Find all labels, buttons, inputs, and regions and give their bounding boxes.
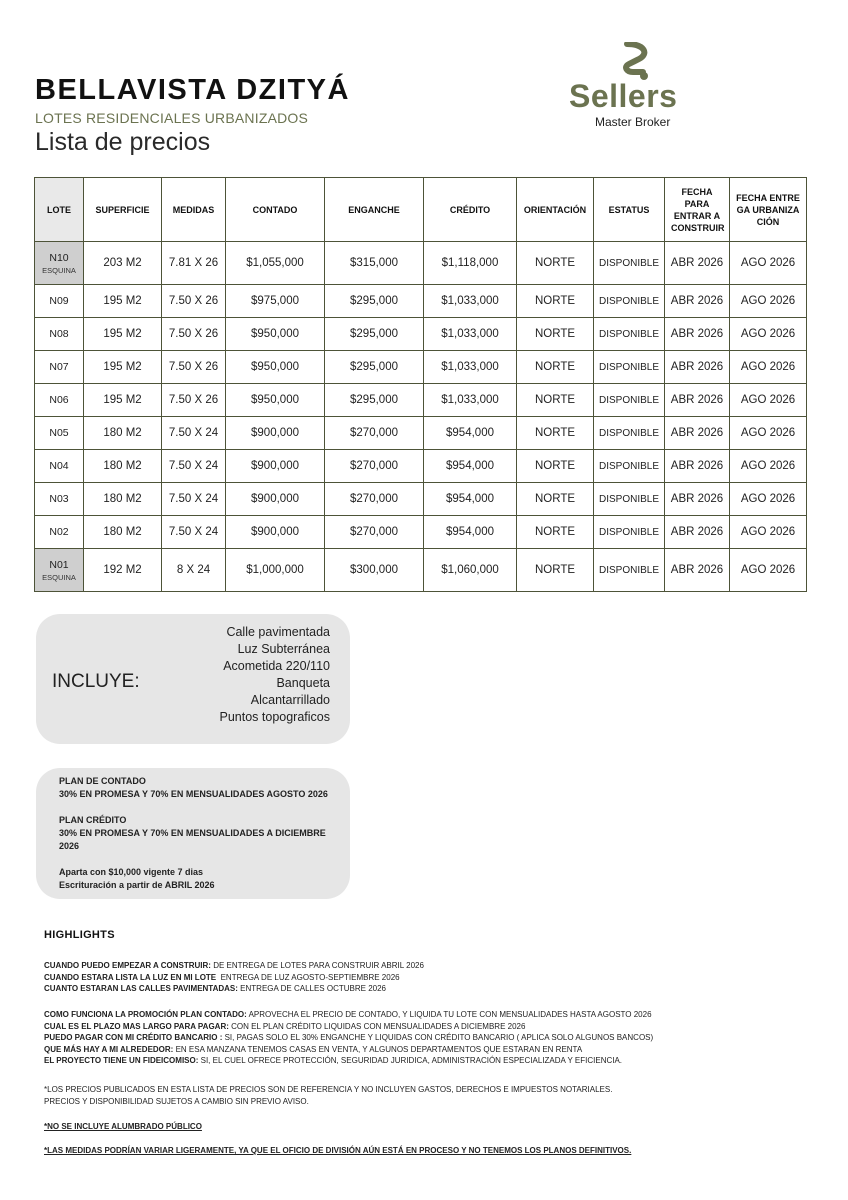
cell-fecha-construir: ABR 2026 [665,549,730,592]
cell-orientacion: NORTE [517,285,594,318]
cell-fecha-entrega: AGO 2026 [730,450,807,483]
corner-tag: ESQUINA [42,572,76,582]
cell-fecha-entrega: AGO 2026 [730,549,807,592]
note-alumbrado: *NO SE INCLUYE ALUMBRADO PÚBLICO [44,1122,202,1131]
table-row [35,384,807,417]
highlight-item: CUANTO ESTARAN LAS CALLES PAVIMENTADAS: ENTREGA DE CALLES OCTUBRE 2026 [44,984,386,993]
cell-fecha-construir: ABR 2026 [665,516,730,549]
includes-box [36,614,350,744]
cell-medidas: 7.50 X 26 [162,384,226,417]
cell-medidas: 7.50 X 24 [162,516,226,549]
payment-plans-box [36,768,350,899]
col-header-contado: CONTADO [226,178,325,242]
table-row [35,450,807,483]
cell-medidas: 7.50 X 24 [162,450,226,483]
cell-contado-price: $900,000 [226,483,325,516]
cell-fecha-entrega: AGO 2026 [730,417,807,450]
highlight-item: COMO FUNCIONA LA PROMOCIÓN PLAN CONTADO: APROVECHA EL PRECIO DE CONTADO, Y LIQUIDA TU LOTE CON MENSUALIDADES HASTA AGOSTO 2026 [44,1010,652,1019]
note-medidas: *LAS MEDIDAS PODRÍAN VARIAR LIGERAMENTE, YA QUE EL OFICIO DE DIVISIÓN AÚN ESTÁ EN PROCESO Y NO TENEMOS LOS PLANOS DEFINITIVOS. [44,1146,632,1155]
highlight-item: CUAL ES EL PLAZO MAS LARGO PARA PAGAR: CON EL PLAN CRÉDITO LIQUIDAS CON MENSUALIDADES A DICIEMBRE 2026 [44,1021,526,1031]
includes-list [220,624,331,726]
includes-item: Puntos topograficos [219,710,330,724]
cell-enganche-price: $295,000 [325,351,424,384]
includes-item: Banqueta [276,676,330,690]
cell-enganche-price: $295,000 [325,285,424,318]
cell-orientacion: NORTE [517,417,594,450]
cell-orientacion: NORTE [517,516,594,549]
cell-status: DISPONIBLE [594,450,665,483]
table-row [35,318,807,351]
cell-status: DISPONIBLE [594,483,665,516]
table-row [35,549,807,592]
cell-enganche-price: $295,000 [325,384,424,417]
cell-credito-price: $954,000 [424,483,517,516]
cell-superficie: 195 M2 [84,384,162,417]
logo-wordmark: Sellers [569,78,678,114]
page-title: BELLAVISTA DZITYÁ [35,74,350,106]
cell-fecha-entrega: AGO 2026 [730,285,807,318]
cell-contado-price: $1,055,000 [226,242,325,285]
cell-contado-price: $900,000 [226,417,325,450]
cell-superficie: 180 M2 [84,516,162,549]
cell-orientacion: NORTE [517,384,594,417]
apartado-text: Aparta con $10,000 vigente 7 dias [59,867,204,877]
highlight-item: CUANDO ESTARA LISTA LA LUZ EN MI LOTE ENTREGA DE LUZ AGOSTO-SEPTIEMBRE 2026 [44,972,400,982]
cell-contado-price: $975,000 [226,285,325,318]
highlight-item: PUEDO PAGAR CON MI CRÉDITO BANCARIO : SI, PAGAS SOLO EL 30% ENGANCHE Y LIQUIDAS CON CRÉDITO BANCARIO ( APLICA SOLO ALGUNOS BANCOS) [44,1033,654,1042]
cell-status: DISPONIBLE [594,384,665,417]
cell-medidas: 7.50 X 24 [162,483,226,516]
lote-id: N01 [49,558,69,571]
disclaimer-availability: PRECIOS Y DISPONIBILIDAD SUJETOS A CAMBIO SIN PREVIO AVISO. [44,1097,309,1106]
cell-orientacion: NORTE [517,351,594,384]
price-table [34,177,807,592]
disclaimer-prices: *LOS PRECIOS PUBLICADOS EN ESTA LISTA DE PRECIOS SON DE REFERENCIA Y NO INCLUYEN GASTOS, DERECHOS E IMPUESTOS NOTARIALES. [44,1085,613,1094]
col-header-superficie: SUPERFICIE [84,178,162,242]
cell-status: DISPONIBLE [594,285,665,318]
cell-fecha-construir: ABR 2026 [665,285,730,318]
plan-credito-desc: 30% EN PROMESA Y 70% EN MENSUALIDADES A DICIEMBRE 2026 [59,828,326,851]
cell-fecha-entrega: AGO 2026 [730,242,807,285]
table-row [35,516,807,549]
cell-contado-price: $950,000 [226,384,325,417]
table-row [35,285,807,318]
cell-contado-price: $900,000 [226,450,325,483]
sellers-logo [565,42,705,132]
col-header-credito: CRÉDITO [424,178,517,242]
cell-enganche-price: $270,000 [325,417,424,450]
cell-superficie: 203 M2 [84,242,162,285]
cell-contado-price: $1,000,000 [226,549,325,592]
cell-fecha-construir: ABR 2026 [665,242,730,285]
cell-fecha-construir: ABR 2026 [665,351,730,384]
cell-medidas: 7.50 X 26 [162,351,226,384]
cell-orientacion: NORTE [517,242,594,285]
lote-id: N10 [49,251,69,264]
cell-fecha-entrega: AGO 2026 [730,384,807,417]
table-row [35,242,807,285]
logo-tagline: Master Broker [595,115,671,129]
lote-id: N02 [49,526,69,538]
lote-id: N08 [49,328,69,340]
plan-contado-desc: 30% EN PROMESA Y 70% EN MENSUALIDADES AGOSTO 2026 [59,789,328,799]
cell-status: DISPONIBLE [594,242,665,285]
cell-medidas: 8 X 24 [162,549,226,592]
cell-orientacion: NORTE [517,450,594,483]
cell-credito-price: $1,060,000 [424,549,517,592]
cell-orientacion: NORTE [517,483,594,516]
cell-superficie: 180 M2 [84,417,162,450]
table-row [35,483,807,516]
price-list-heading: Lista de precios [35,128,211,156]
cell-enganche-price: $270,000 [325,450,424,483]
highlights-group-1 [44,960,814,995]
cell-orientacion: NORTE [517,318,594,351]
cell-contado-price: $950,000 [226,351,325,384]
cell-enganche-price: $315,000 [325,242,424,285]
cell-superficie: 195 M2 [84,285,162,318]
corner-tag: ESQUINA [42,265,76,275]
cell-orientacion: NORTE [517,549,594,592]
cell-enganche-price: $295,000 [325,318,424,351]
cell-enganche-price: $270,000 [325,483,424,516]
lote-id: N04 [49,460,69,472]
plan-contado-title: PLAN DE CONTADO [59,776,146,786]
cell-lote [35,483,84,516]
cell-lote [35,242,84,285]
page-subtitle: LOTES RESIDENCIALES URBANIZADOS [35,110,309,126]
highlights-group-2 [44,1009,814,1067]
cell-fecha-construir: ABR 2026 [665,450,730,483]
cell-contado-price: $950,000 [226,318,325,351]
highlight-item: EL PROYECTO TIENE UN FIDEICOMISO: SI, EL CUEL OFRECE PROTECCIÓN, SEGURIDAD JURIDICA, ADMINISTRACIÓN ESPECIALIZADA Y EFICIENCIA. [44,1056,623,1065]
cell-superficie: 192 M2 [84,549,162,592]
lote-id: N07 [49,361,69,373]
table-header-row [35,178,807,242]
cell-credito-price: $1,033,000 [424,318,517,351]
cell-credito-price: $954,000 [424,417,517,450]
cell-status: DISPONIBLE [594,351,665,384]
cell-status: DISPONIBLE [594,516,665,549]
includes-label: INCLUYE: [52,671,140,692]
cell-fecha-entrega: AGO 2026 [730,516,807,549]
lote-id: N05 [49,427,69,439]
cell-contado-price: $900,000 [226,516,325,549]
col-header-estatus: ESTATUS [594,178,665,242]
cell-fecha-entrega: AGO 2026 [730,351,807,384]
cell-medidas: 7.50 X 26 [162,285,226,318]
includes-item: Alcantarrillado [250,693,330,707]
cell-credito-price: $954,000 [424,516,517,549]
cell-lote [35,384,84,417]
cell-lote [35,318,84,351]
lote-id: N09 [49,295,69,307]
highlight-item: QUE MÁS HAY A MI ALREDEDOR: EN ESA MANZANA TENEMOS CASAS EN VENTA, Y ALGUNOS DEPARTAMENTOS QUE ESTARAN EN RENTA [44,1044,583,1054]
col-header-enganche: ENGANCHE [325,178,424,242]
includes-item: Acometida 220/110 [223,659,330,673]
cell-fecha-construir: ABR 2026 [665,318,730,351]
cell-credito-price: $954,000 [424,450,517,483]
cell-lote [35,516,84,549]
cell-lote [35,417,84,450]
lote-id: N06 [49,394,69,406]
highlights-title: HIGHLIGHTS [44,929,115,941]
cell-fecha-entrega: AGO 2026 [730,483,807,516]
col-header-fecha-construir: FECHA PARA ENTRAR A CONSTRUIR [665,178,730,242]
cell-medidas: 7.50 X 26 [162,318,226,351]
cell-credito-price: $1,033,000 [424,384,517,417]
includes-item: Calle pavimentada [226,625,330,639]
cell-status: DISPONIBLE [594,549,665,592]
cell-superficie: 195 M2 [84,351,162,384]
cell-medidas: 7.81 X 26 [162,242,226,285]
cell-lote [35,549,84,592]
cell-fecha-construir: ABR 2026 [665,483,730,516]
escrituracion-text: Escrituración a partir de ABRIL 2026 [59,880,215,890]
cell-superficie: 180 M2 [84,483,162,516]
price-table-body [35,242,807,592]
cell-fecha-construir: ABR 2026 [665,417,730,450]
plan-credito-title: PLAN CRÉDITO [59,815,127,825]
cell-superficie: 180 M2 [84,450,162,483]
cell-enganche-price: $270,000 [325,516,424,549]
lote-id: N03 [49,493,69,505]
cell-lote [35,351,84,384]
cell-medidas: 7.50 X 24 [162,417,226,450]
cell-status: DISPONIBLE [594,417,665,450]
col-header-fecha-entrega: FECHA ENTREGA URBANIZACIÓN [730,178,807,242]
cell-status: DISPONIBLE [594,318,665,351]
cell-fecha-entrega: AGO 2026 [730,318,807,351]
cell-credito-price: $1,033,000 [424,351,517,384]
cell-lote [35,450,84,483]
cell-lote [35,285,84,318]
cell-fecha-construir: ABR 2026 [665,384,730,417]
highlight-item: CUANDO PUEDO EMPEZAR A CONSTRUIR: DE ENTREGA DE LOTES PARA CONSTRUIR ABRIL 2026 [44,961,424,970]
table-row [35,417,807,450]
cell-credito-price: $1,033,000 [424,285,517,318]
sellers-s-icon [619,42,653,82]
includes-item: Luz Subterránea [237,642,330,656]
table-row [35,351,807,384]
col-header-lote: LOTE [35,178,84,242]
col-header-medidas: MEDIDAS [162,178,226,242]
col-header-orientacion: ORIENTACIÓN [517,178,594,242]
cell-superficie: 195 M2 [84,318,162,351]
cell-enganche-price: $300,000 [325,549,424,592]
cell-credito-price: $1,118,000 [424,242,517,285]
